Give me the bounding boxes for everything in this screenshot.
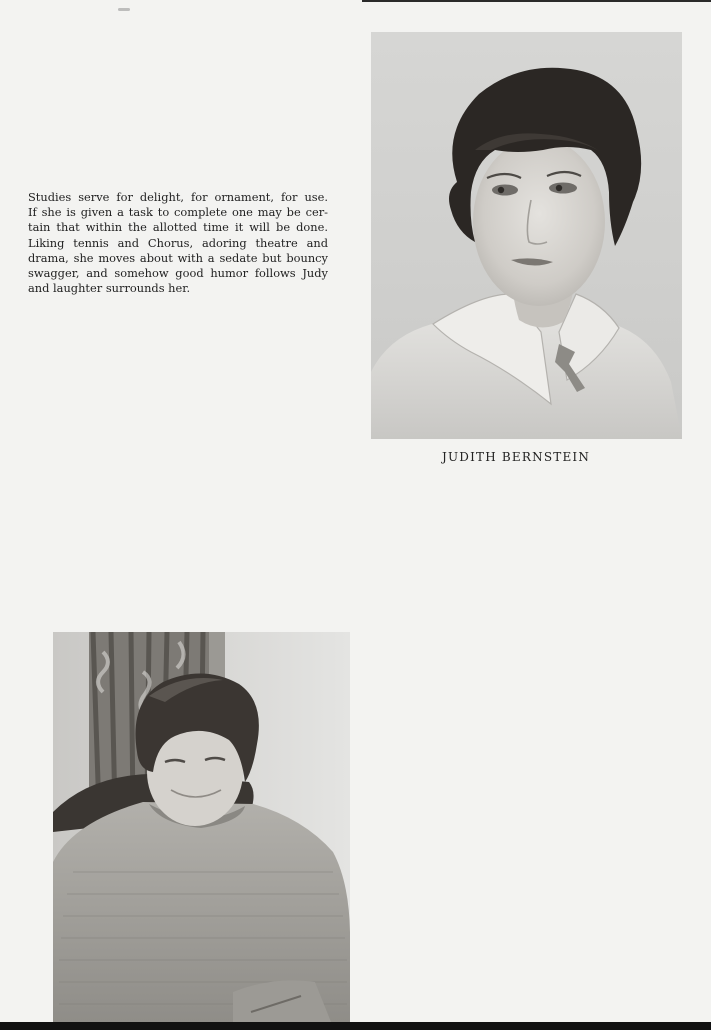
portrait-illustration: [371, 32, 682, 439]
bio-line: tain that within the allotted time it will be done.: [28, 220, 328, 235]
bio-line: swagger, and somehow good humor follows Judy: [28, 266, 328, 281]
portrait-caption: JUDITH BERNSTEIN: [441, 450, 591, 464]
candid-illustration: [53, 632, 350, 1022]
bio-line: Studies serve for delight, for ornament, for use.: [28, 190, 328, 204]
bio-line: Liking tennis and Chorus, adoring theatre and: [28, 235, 328, 250]
bio-line: drama, she moves about with a sedate but bouncy: [28, 250, 328, 265]
candid-photo: [53, 632, 350, 1022]
bio-line: and laughter surrounds her.: [28, 281, 191, 296]
bio-line: If she is given a task to complete one may be cer-: [28, 205, 328, 220]
page-top-edge: [362, 0, 711, 2]
bio-paragraph: [28, 190, 328, 296]
scan-border: [0, 1022, 711, 1030]
senior-portrait-photo: [371, 32, 682, 439]
paper-mark: [118, 8, 130, 11]
